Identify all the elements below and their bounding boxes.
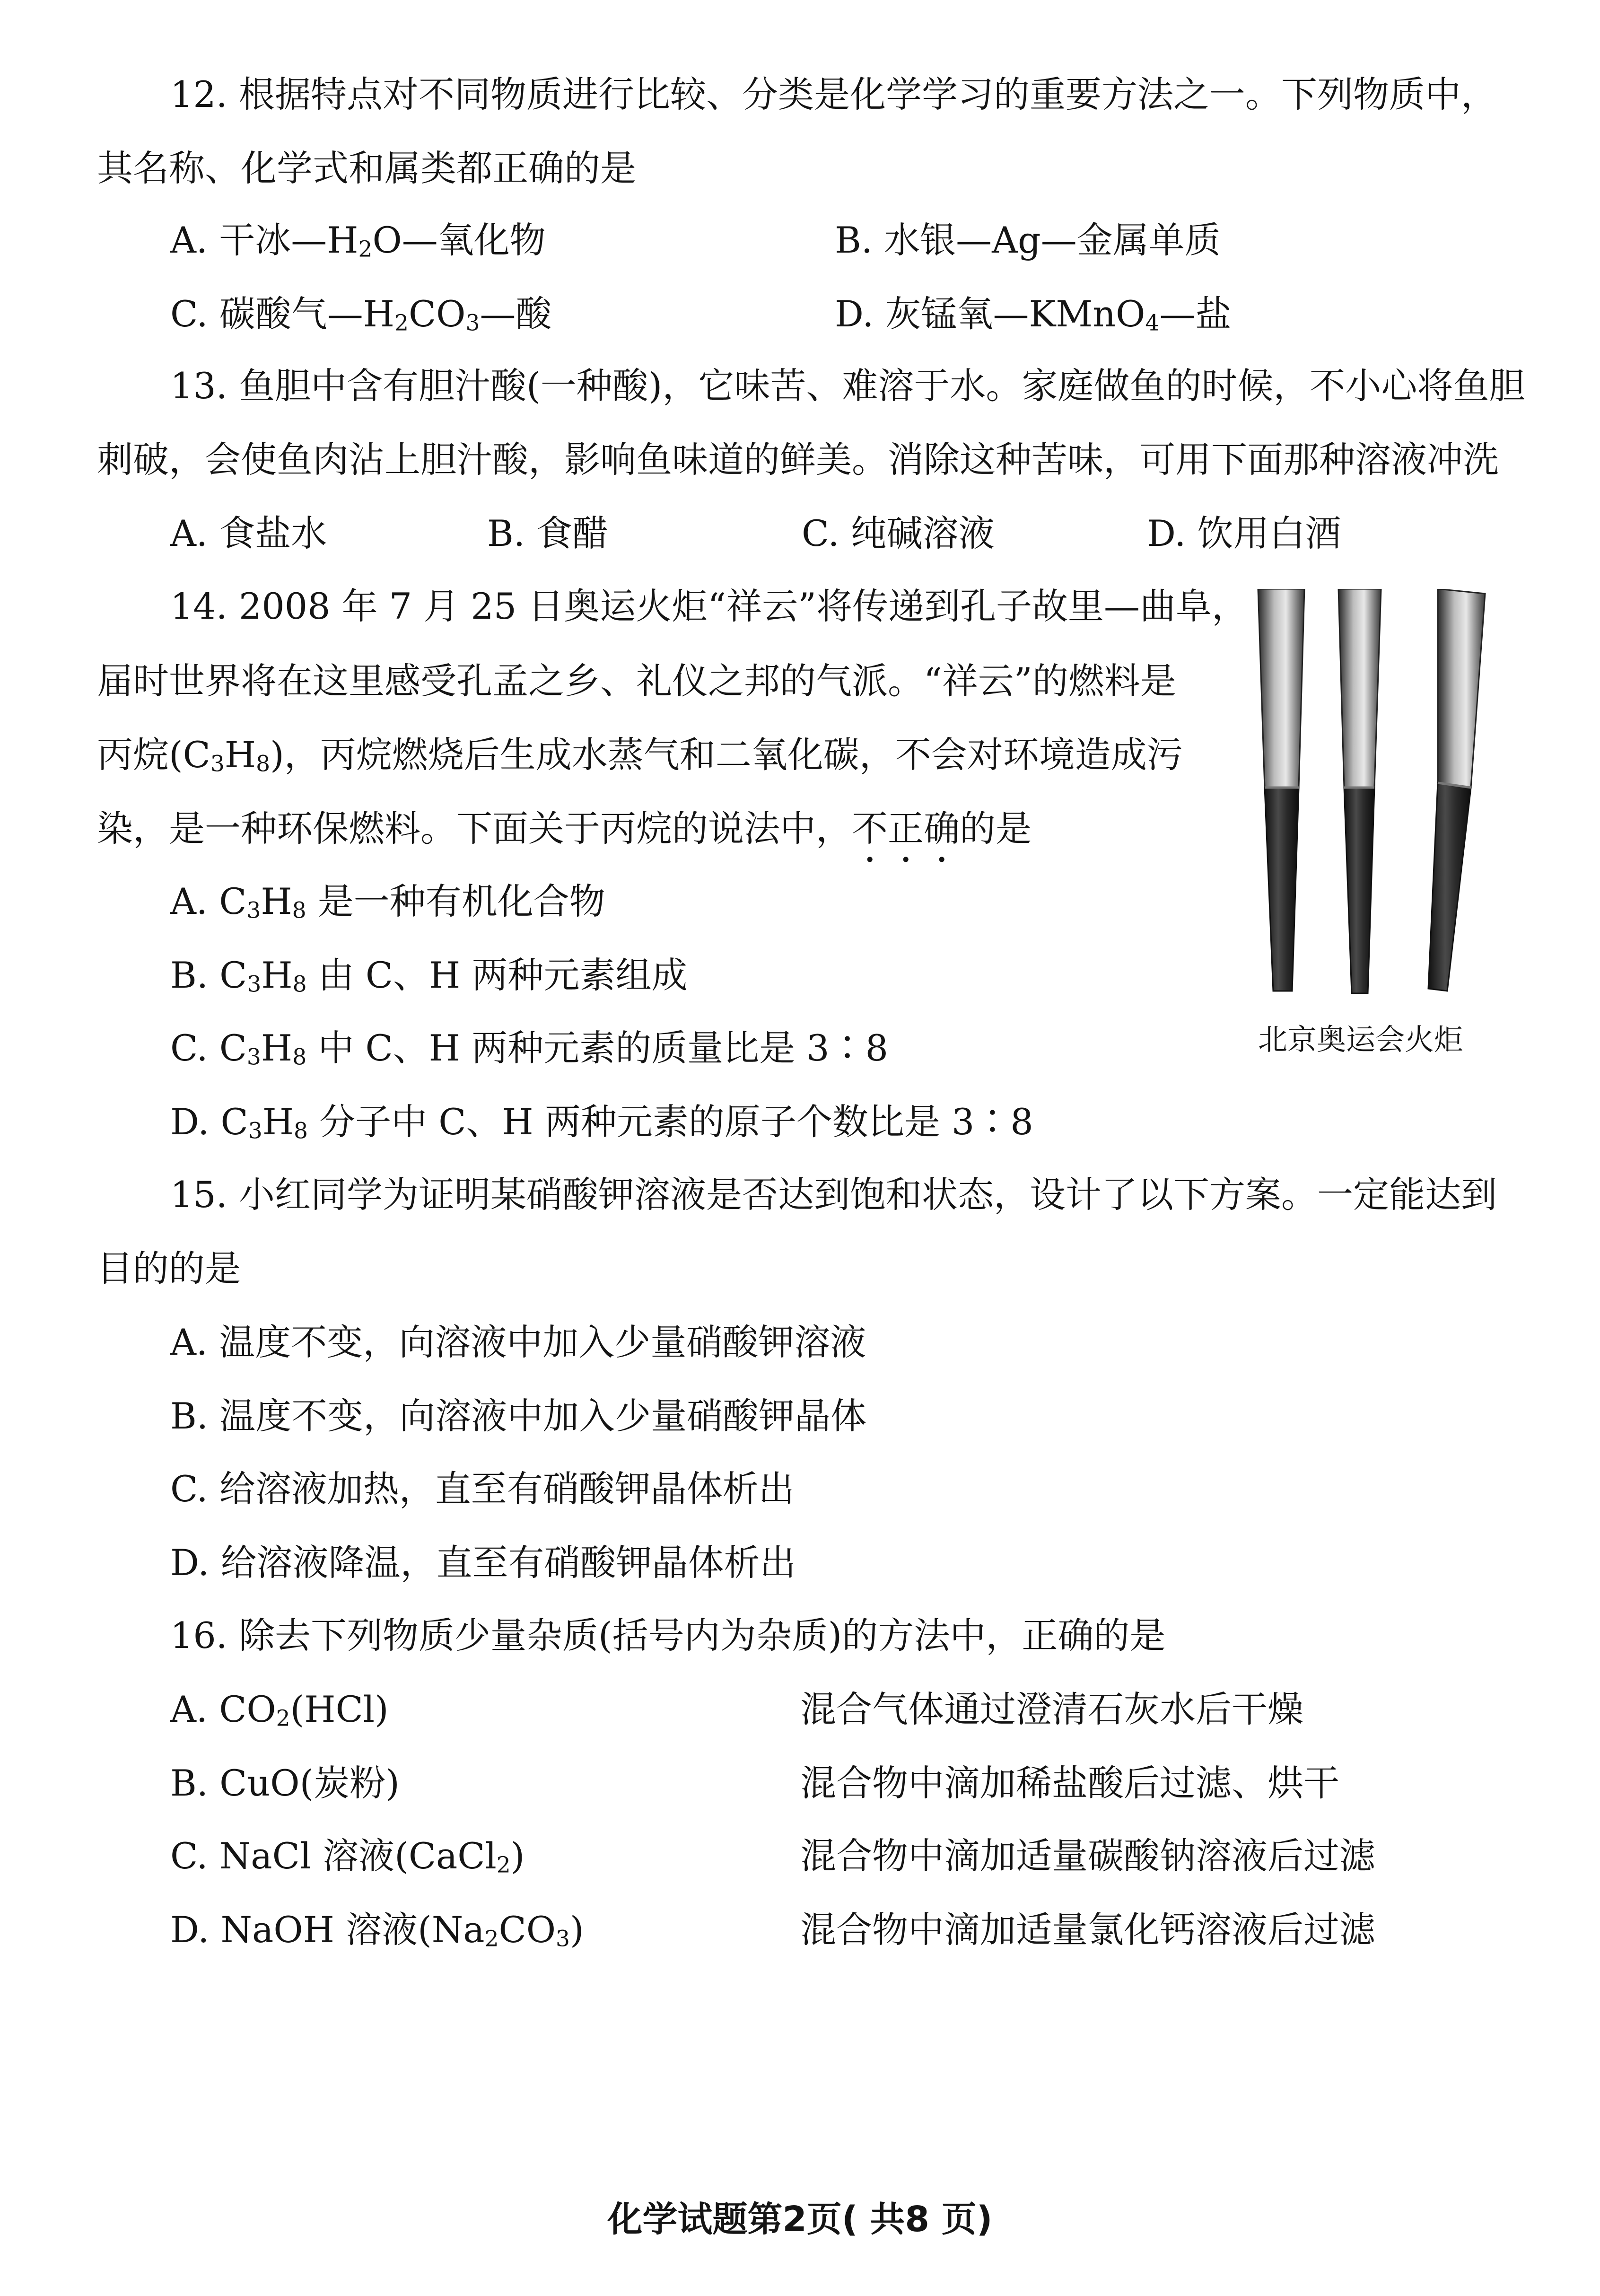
olympic-torch-figure <box>1239 589 1504 1005</box>
q13-option-a: A. 食盐水 <box>170 512 327 554</box>
q16-option-c: C. NaCl 溶液(CaCl$_2$) <box>170 1835 525 1878</box>
figure-caption: 北京奥运会火炬 <box>1258 1022 1464 1057</box>
q16-option-b-method: 混合物中滴加稀盐酸后过滤、烘干 <box>800 1762 1339 1804</box>
torch-right <box>1428 589 1485 991</box>
q16-option-a-method: 混合气体通过澄清石灰水后干燥 <box>800 1688 1303 1730</box>
q12-stem: 12. 根据特点对不同物质进行比较、分类是化学学习的重要方法之一。下列物质中， <box>170 73 1497 115</box>
q14-option-c: C. $C_3H_8$ 中 C、H 两种元素的质量比是 3∶8 <box>170 1027 888 1070</box>
q13-option-c: C. 纯碱溶液 <box>802 512 995 554</box>
q12-option-b: B. 水银—Ag—金属单质 <box>835 219 1221 261</box>
q13-stem-cont: 刺破，会使鱼肉沾上胆汁酸，影响鱼味道的鲜美。消除这种苦味，可用下面那种溶液冲洗 <box>97 438 1499 481</box>
q14-option-b: B. $C_3H_8$ 由 C、H 两种元素组成 <box>170 954 688 998</box>
q14-option-a: A. $C_3H_8$ 是一种有机化合物 <box>170 880 605 924</box>
q12-option-a: A. 干冰$—H_2O—$氧化物 <box>170 219 546 263</box>
q16-option-c-method: 混合物中滴加适量碳酸钠溶液后过滤 <box>800 1835 1375 1877</box>
q14-line-4: 染，是一种环保燃料。下面关于丙烷的说法中，不正确的是 <box>97 807 1032 850</box>
q16-option-d: D. NaOH 溶液$(Na_2CO_3)$ <box>170 1909 584 1952</box>
q16-stem: 16. 除去下列物质少量杂质(括号内为杂质)的方法中，正确的是 <box>170 1614 1166 1656</box>
q14-line-3: 丙烷$(C_3H_8)$，丙烷燃烧后生成水蒸气和二氧化碳，不会对环境造成污 <box>97 734 1183 777</box>
q12-option-c: C. 碳酸气$—H_2CO_3—$酸 <box>170 293 552 336</box>
q16-option-a: A. $CO_2(HCl)$ <box>170 1688 389 1732</box>
q14-option-d: D. $C_3H_8$ 分子中 C、H 两种元素的原子个数比是 3∶8 <box>170 1101 1033 1144</box>
torch-left <box>1258 589 1304 991</box>
q13-option-d: D. 饮用白酒 <box>1147 512 1341 554</box>
q15-option-b: B. 温度不变，向溶液中加入少量硝酸钾晶体 <box>170 1395 867 1437</box>
q15-stem: 15. 小红同学为证明某硝酸钾溶液是否达到饱和状态，设计了以下方案。一定能达到 <box>170 1174 1497 1216</box>
torch-middle <box>1338 589 1381 993</box>
page-footer: 化学试题第2页( 共8 页) <box>607 2199 993 2240</box>
q15-option-a: A. 温度不变，向溶液中加入少量硝酸钾溶液 <box>170 1321 866 1363</box>
q15-stem-cont: 目的的是 <box>97 1247 241 1289</box>
q14-line-2: 届时世界将在这里感受孔孟之乡、礼仪之邦的气派。“祥云”的燃料是 <box>97 660 1176 702</box>
q15-option-d: D. 给溶液降温，直至有硝酸钾晶体析出 <box>170 1542 796 1584</box>
q12-option-d: D. 灰锰氧—KMnO$_4$—盐 <box>835 293 1232 336</box>
q13-stem: 13. 鱼胆中含有胆汁酸(一种酸)，它味苦、难溶于水。家庭做鱼的时候，不小心将鱼胆 <box>170 365 1525 407</box>
q13-option-b: B. 食醋 <box>487 512 609 554</box>
q12-stem-cont: 其名称、化学式和属类都正确的是 <box>97 147 636 189</box>
q16-option-d-method: 混合物中滴加适量氯化钙溶液后过滤 <box>800 1909 1375 1951</box>
emphasis-not-correct: 不正确 <box>852 807 960 850</box>
q14-line-1: 14. 2008 年 7 月 25 日奥运火炬“祥云”将传递到孔子故里—曲阜， <box>170 585 1248 627</box>
q16-option-b: B. CuO(炭粉) <box>170 1762 400 1804</box>
q15-option-c: C. 给溶液加热，直至有硝酸钾晶体析出 <box>170 1468 795 1510</box>
